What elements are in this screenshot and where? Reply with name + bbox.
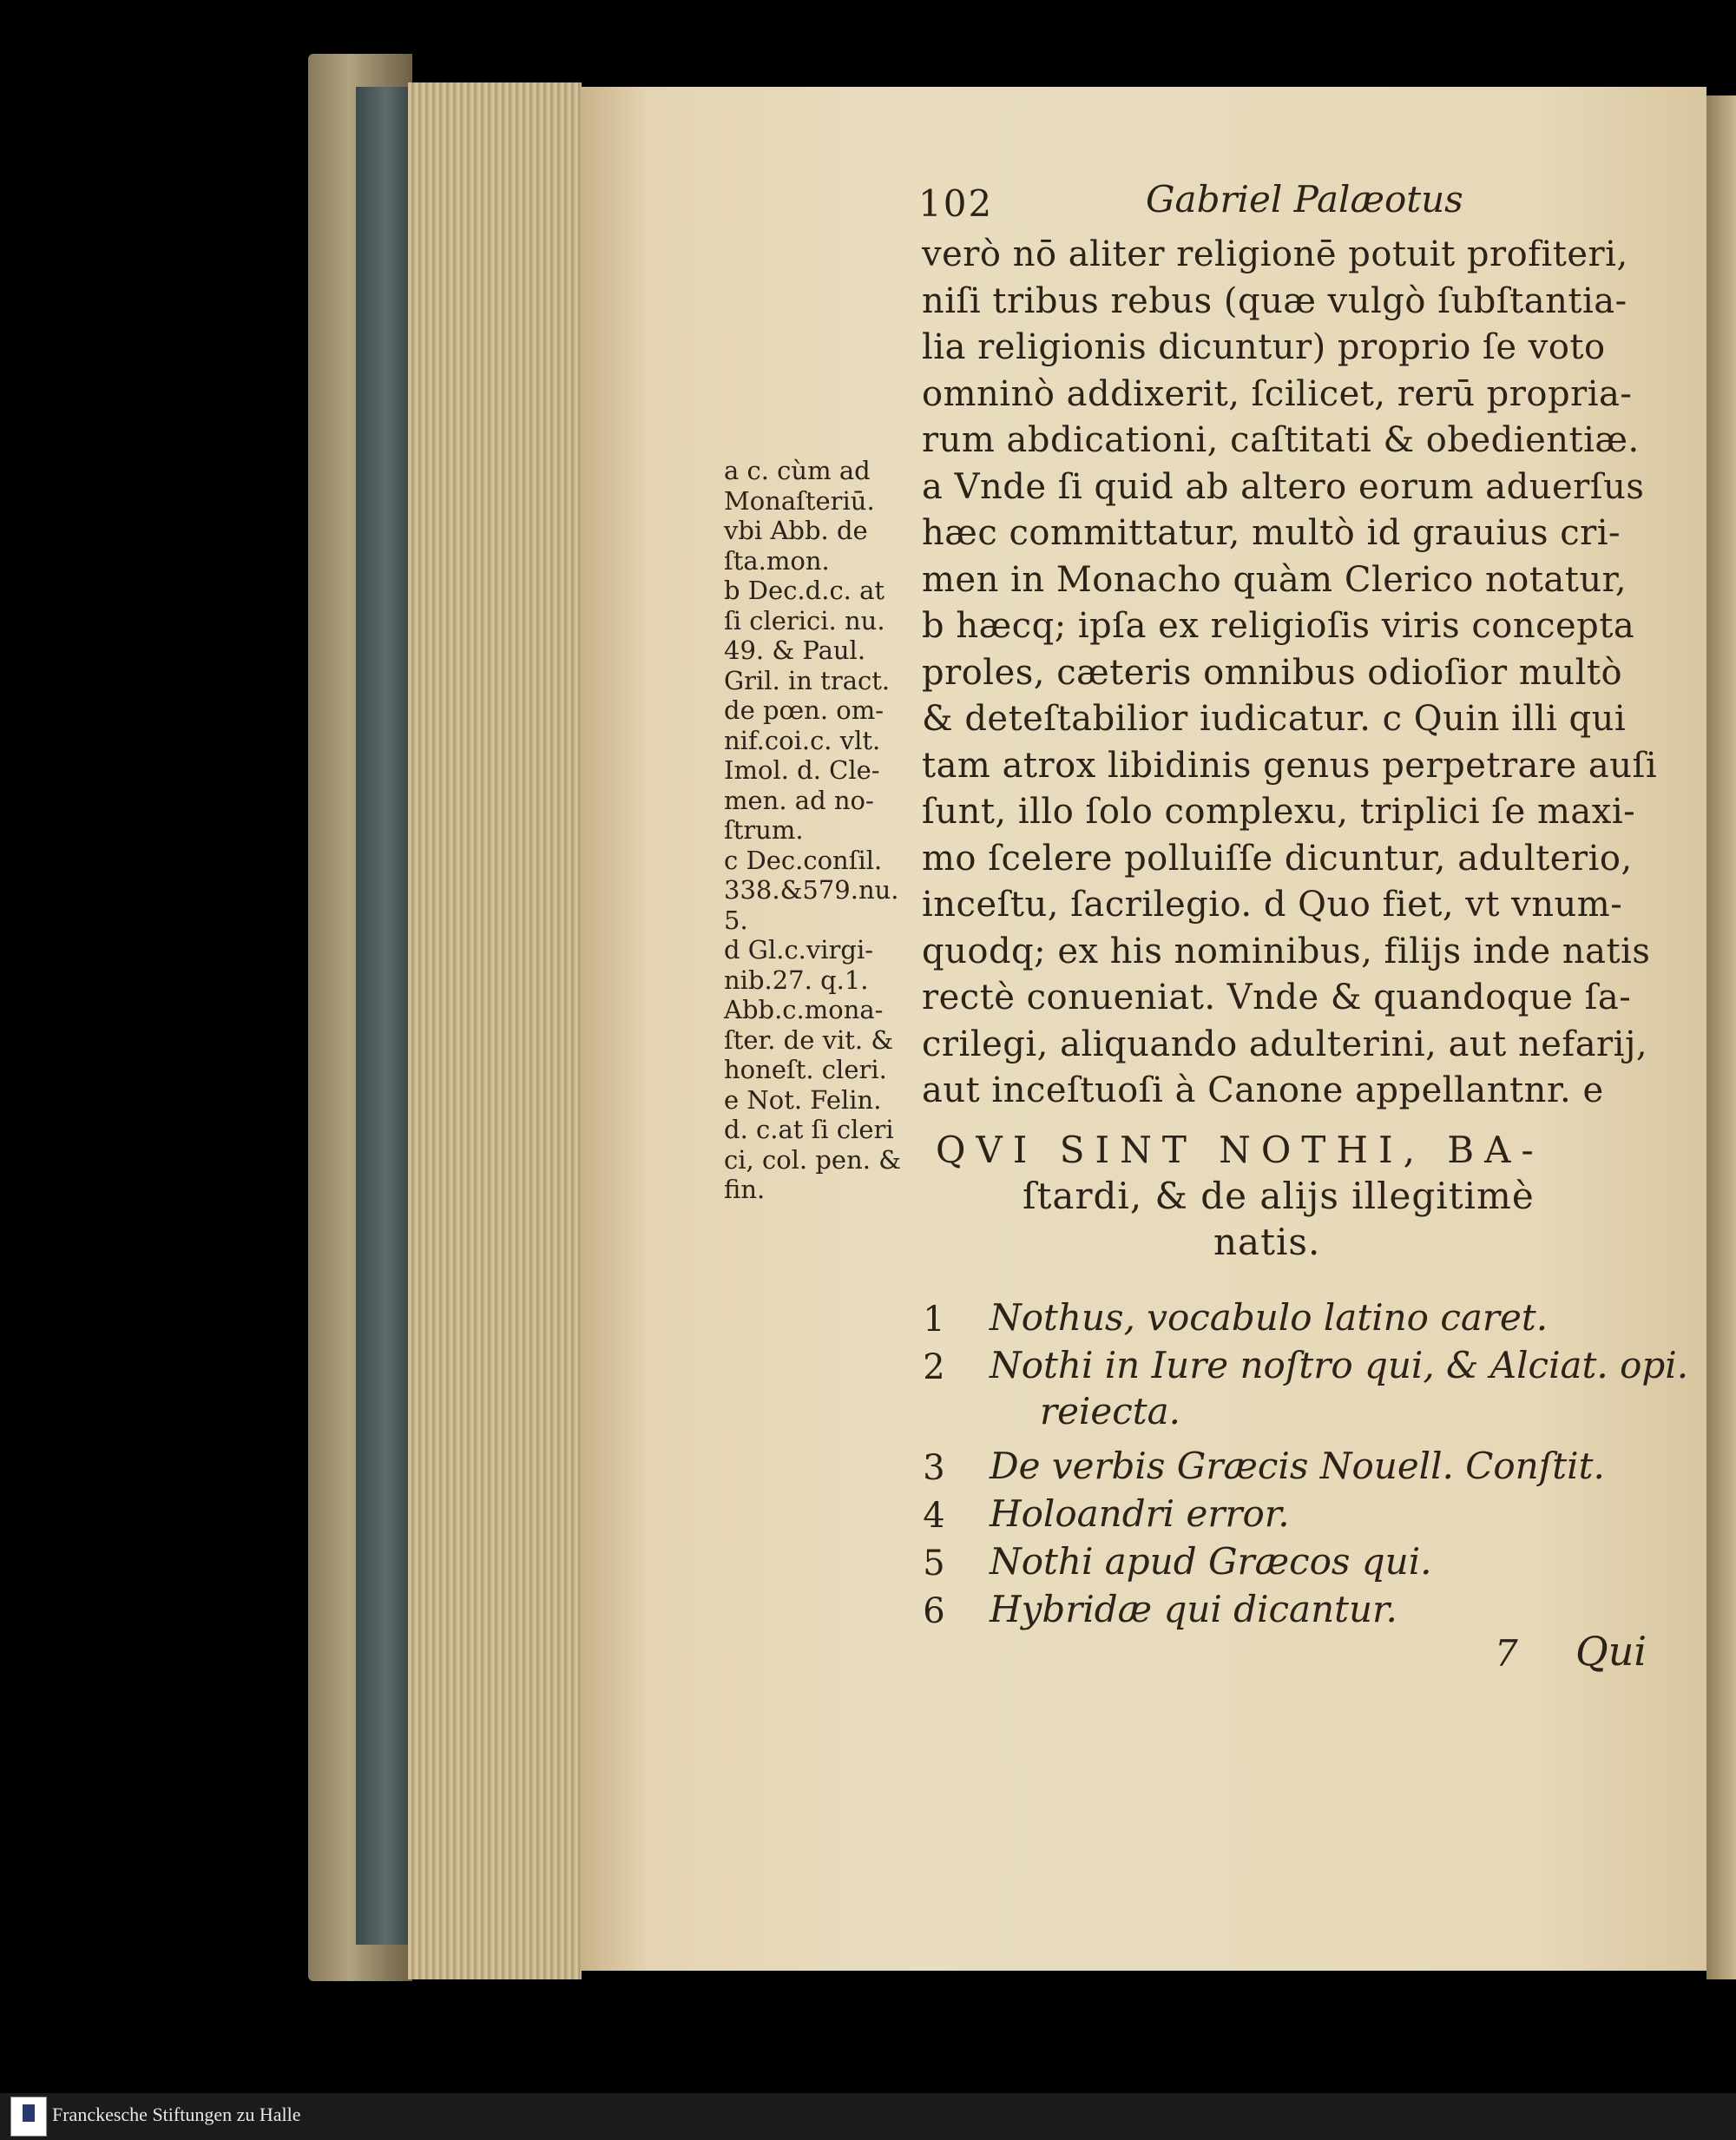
- text-line: b hæcq; ipſa ex religioſis viris concepta: [922, 606, 1635, 646]
- text-line: a Vnde ſi quid ab altero eorum aduerſus: [922, 466, 1645, 507]
- margin-note-line: Imol. d. Cle-: [724, 755, 880, 785]
- running-title: Gabriel Palæotus: [1146, 178, 1463, 221]
- margin-note-line: Monaſteriū.: [724, 485, 875, 516]
- text-line: ſunt, illo ſolo complexu, triplici ſe maxi-: [922, 792, 1636, 832]
- institution-logo: [10, 2097, 47, 2137]
- summary-entry: Nothi apud Græcos qui.: [990, 1540, 1432, 1583]
- summary-number: 6: [923, 1591, 945, 1631]
- summary-entry: reiecta.: [1040, 1390, 1181, 1432]
- margin-note-line: honeſt. cleri.: [724, 1055, 887, 1084]
- margin-note-line: d Gl.c.virgi-: [724, 935, 874, 965]
- margin-note-line: men. ad no-: [724, 785, 874, 815]
- text-line: verò nō aliter religionē potuit profiteri,: [922, 234, 1628, 274]
- summary-number: 5: [923, 1544, 945, 1584]
- margin-note-line: 338.&579.nu.: [724, 875, 899, 905]
- text-line: niſi tribus rebus (quæ vulgò ſubſtantia-: [922, 280, 1628, 321]
- page-stack-edge: [408, 82, 582, 1979]
- facing-page-edge: [1706, 95, 1736, 1979]
- text-line: inceſtu, ſacrilegio. d Quo fiet, vt vnum-: [922, 885, 1623, 925]
- summary-entry: Nothi in Iure noſtro qui, & Alciat. opi.: [990, 1344, 1689, 1386]
- catchword: Qui: [1575, 1628, 1647, 1675]
- margin-note-line: d. c.at ſi cleri: [724, 1115, 894, 1144]
- summary-number: 3: [923, 1448, 945, 1488]
- margin-note-line: ſter. de vit. &: [724, 1024, 894, 1055]
- text-line: quodq; ex his nominibus, filijs inde natis: [922, 931, 1651, 971]
- text-line: tam atrox libidinis genus perpetrare auſi: [922, 745, 1658, 786]
- text-line: aut inceſtuoſi à Canone appellantnr. e: [922, 1070, 1604, 1110]
- section-heading-line2: ſtardi, & de alijs illegitimè: [1023, 1175, 1535, 1217]
- text-line: omninò addixerit, ſcilicet, rerū propria-: [922, 373, 1633, 414]
- margin-note-line: a c. cùm ad: [724, 456, 871, 485]
- catchword-number: 7: [1495, 1632, 1518, 1675]
- margin-note-line: b Dec.d.c. at: [724, 576, 885, 605]
- text-line: crilegi, aliquando adulterini, aut nefarij,: [922, 1024, 1648, 1064]
- text-line: mo ſcelere polluiſſe dicuntur, adulterio,: [922, 838, 1633, 879]
- summary-entry: Nothus, vocabulo latino caret.: [990, 1296, 1549, 1339]
- margin-note-line: nif.coi.c. vlt.: [724, 725, 881, 755]
- footer-credit: Franckesche Stiftungen zu Halle: [52, 2104, 301, 2125]
- margin-note-line: ſta.mon.: [724, 545, 830, 576]
- margin-note-line: fin.: [724, 1175, 766, 1204]
- summary-number: 2: [923, 1347, 945, 1387]
- margin-note-line: c Dec.conſil.: [724, 845, 883, 875]
- margin-note-line: nib.27. q.1.: [724, 965, 869, 995]
- margin-note-line: 5.: [724, 905, 748, 935]
- margin-note-line: e Not. Felin.: [724, 1084, 882, 1115]
- margin-note-line: ſtrum.: [724, 815, 804, 845]
- text-line: hæc committatur, multò id grauius cri-: [922, 513, 1621, 553]
- margin-note-line: ci, col. pen. &: [724, 1144, 902, 1175]
- summary-entry: Hybridæ qui dicantur.: [990, 1588, 1397, 1630]
- text-line: & deteſtabilior iudicatur. c Quin illi qui: [922, 699, 1627, 739]
- text-line: rectè conueniat. Vnde & quandoque ſa-: [922, 978, 1632, 1017]
- margin-note-line: de pœn. om-: [724, 695, 884, 725]
- text-line: men in Monacho quàm Clerico notatur,: [922, 559, 1628, 600]
- summary-entry: Holoandri error.: [990, 1492, 1290, 1535]
- page-number: 102: [918, 182, 994, 225]
- margin-note-line: vbi Abb. de: [724, 516, 868, 545]
- section-heading-line1: QVI SINT NOTHI, BA-: [936, 1129, 1544, 1171]
- text-line: rum abdicationi, caſtitati & obedientiæ.: [922, 420, 1640, 460]
- text-line: lia religionis dicuntur) proprio ſe voto: [922, 327, 1606, 367]
- margin-note-line: Abb.c.mona-: [724, 995, 884, 1024]
- section-heading-line3: natis.: [1213, 1221, 1321, 1263]
- summary-number: 4: [923, 1496, 945, 1536]
- text-line: proles, cæteris omnibus odioſior multò: [922, 652, 1623, 693]
- margin-note-line: 49. & Paul.: [724, 635, 866, 665]
- margin-note-line: Gril. in tract.: [724, 665, 891, 695]
- margin-note-line: ſi clerici. nu.: [724, 605, 885, 635]
- footer-bar: [0, 2093, 1736, 2140]
- summary-number: 1: [923, 1300, 945, 1340]
- summary-entry: De verbis Græcis Nouell. Conſtit.: [990, 1445, 1605, 1487]
